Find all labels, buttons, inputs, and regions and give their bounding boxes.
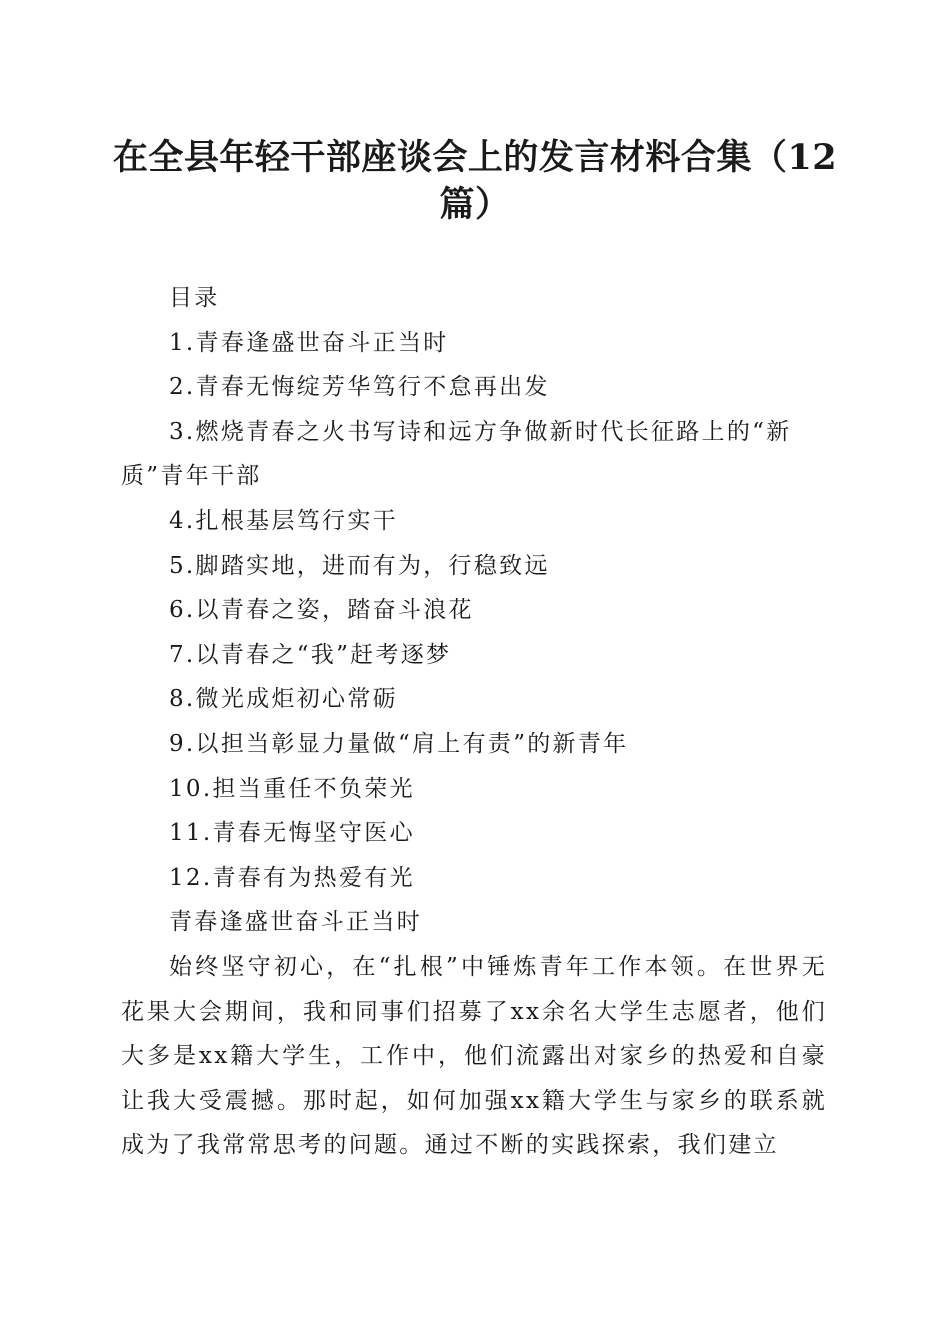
toc-item: 3.燃烧青春之火书写诗和远方争做新时代长征路上的“新质”青年干部	[121, 418, 792, 490]
toc-item: 2.青春无悔绽芳华笃行不怠再出发	[169, 374, 550, 401]
toc-item: 11.青春无悔坚守医心	[169, 820, 415, 847]
toc-item: 7.以青春之“我”赶考逐梦	[169, 641, 452, 668]
toc-item: 8.微光成炬初心常砺	[169, 686, 398, 713]
toc-item: 5.脚踏实地，进而有为，行稳致远	[169, 552, 550, 579]
toc-item: 9.以担当彰显力量做“肩上有责”的新青年	[169, 730, 629, 757]
toc-heading: 目录	[169, 285, 220, 311]
toc-item: 6.以青春之姿，踏奋斗浪花	[169, 597, 474, 624]
toc-item: 4.扎根基层笃行实干	[169, 507, 398, 534]
toc-item: 12.青春有为热爱有光	[169, 864, 415, 891]
toc-item: 1.青春逢盛世奋斗正当时	[169, 329, 449, 356]
toc-item: 10.担当重任不负荣光	[169, 775, 415, 802]
document-title: 在全县年轻干部座谈会上的发言材料合集（12篇）	[112, 137, 838, 225]
document-body	[121, 276, 827, 1168]
body-paragraph: 始终坚守初心，在“扎根”中锤炼青年工作本领。在世界无花果大会期间，我和同事们招募了xx余名大学生志愿者，他们大多是xx籍大学生，工作中，他们流露出对家乡的热爱和自豪让我大受震撼。那时起，如何加强xx籍大学生与家乡的联系就成为了我常常思考的问题。通过不断的实践探索，我们建立	[121, 953, 827, 1159]
section-heading: 青春逢盛世奋斗正当时	[169, 909, 422, 936]
